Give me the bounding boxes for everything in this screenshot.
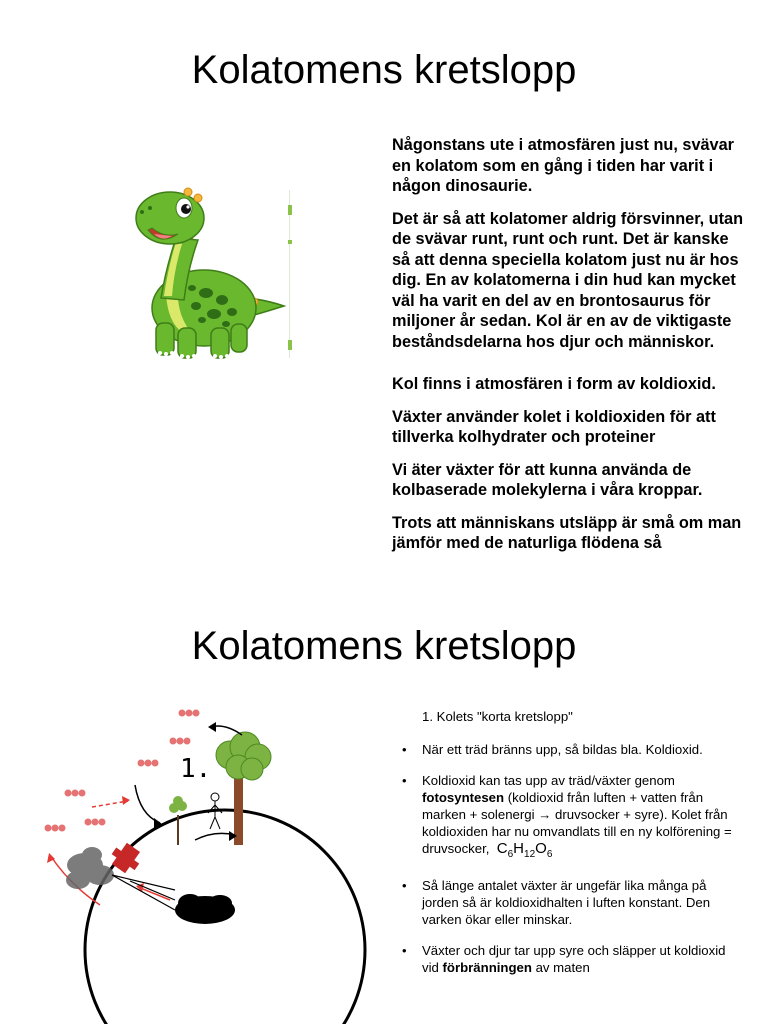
diagram-number-label: 1.: [180, 754, 212, 784]
co2-molecule-icon: [138, 760, 159, 767]
section-heading: 1. Kolets "korta kretslopp": [422, 709, 573, 724]
dinosaur-illustration: [126, 178, 286, 363]
co2-molecule-icon: [179, 710, 200, 717]
list-item: [422, 942, 738, 976]
slide-title: Kolatomens kretslopp: [191, 48, 577, 92]
slide-separator: [0, 575, 768, 590]
paragraph: Kol finns i atmosfären i form av koldioxid.: [392, 375, 716, 393]
paragraph: Vi äter växter för att kunna använda de kolbaserade molekylerna i våra kroppar.: [392, 460, 703, 499]
paragraph: Trots att människans utsläpp är små om man jämför med de naturliga flödena så: [392, 513, 742, 552]
oil-lines: [112, 875, 175, 910]
bullet-list: [398, 741, 738, 976]
bullet-text: Så länge antalet växter är ungefär lika många på jorden så är koldioxidhalten i luften konstant. Den varken ökar eller minskar.: [422, 878, 711, 927]
slide-title: Kolatomens kretslopp: [191, 624, 577, 668]
bullet-text: (koldioxid från luften + vatten från marken + solenergi → druvsocker + syre). Kolet från koldioxiden har nu omvandlats till en ny kolförening = druvsocker,: [422, 790, 732, 856]
slide-2: [0, 590, 768, 1024]
tree-crown: [216, 732, 271, 780]
glucose-formula: $C_6H_{12}O_6$: [496, 840, 553, 860]
red-dashed-arrow: [92, 801, 128, 807]
paragraph: Växter använder kolet i koldioxiden för att tillverka kolhydrater och proteiner: [392, 407, 716, 446]
carbon-cycle-diagram: [30, 705, 380, 1024]
paragraph: Någonstans ute i atmosfären just nu, svävar en kolatom som en gång i tiden har varit i någon dinosaurie.: [392, 136, 735, 195]
bullet-text: När ett träd bränns upp, så bildas bla. Koldioxid.: [422, 742, 703, 757]
bullet-text: av maten: [531, 960, 590, 975]
bold-term: förbränningen: [442, 960, 532, 975]
list-item: [422, 877, 738, 928]
co2-molecule-icon: [65, 790, 86, 797]
bold-term: fotosyntesen: [422, 790, 505, 805]
stock-watermark-strip: [285, 190, 297, 358]
arrow-to-plant: [135, 785, 160, 823]
industry-icon: [112, 843, 140, 873]
paragraph: Det är så att kolatomer aldrig försvinner, utan de svävar runt, runt och runt. Det är kanske så att denna speciella kolatom just nu är hos dig. En av kolatomerna i din hud kan mycket väl ha varit en del av en brontosaurus för miljoner år sedan. Kol är en av de viktigaste beståndsdelarna hos djur och människor.: [392, 209, 744, 351]
co2-molecule-icon: [45, 825, 66, 832]
co2-molecule-icon: [85, 819, 106, 826]
list-item: [422, 772, 738, 863]
tree-trunk: [234, 775, 243, 845]
bullet-text: Koldioxid kan tas upp av träd/växter genom: [422, 773, 675, 788]
fossil-fuel-deposit: [175, 894, 235, 924]
bullet-text: Växter och djur tar upp syre och släpper ut koldioxid vid: [422, 943, 726, 975]
list-item: [422, 741, 738, 758]
person-icon: [208, 793, 222, 829]
co2-molecule-icon: [170, 738, 191, 745]
smoke-cloud: [66, 847, 114, 889]
slide-1-body-text: [392, 135, 744, 566]
slide-2-body-text: [398, 708, 738, 990]
